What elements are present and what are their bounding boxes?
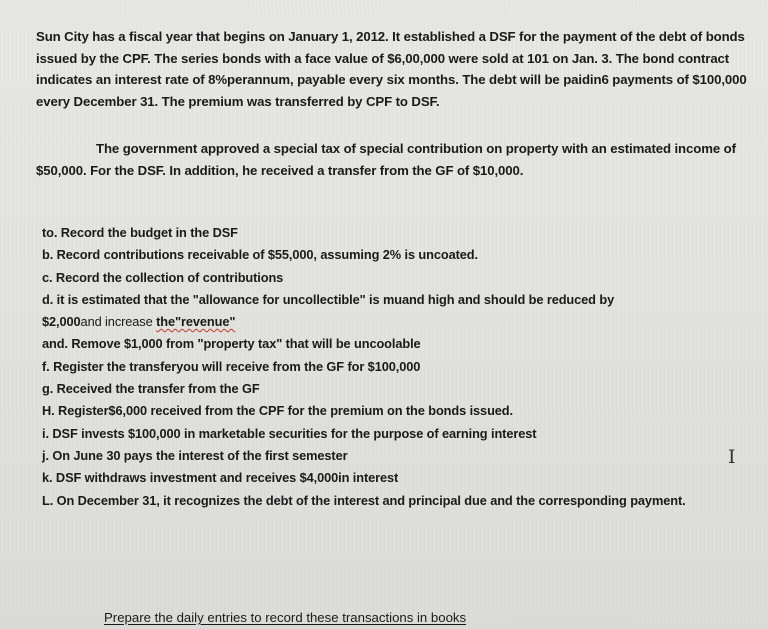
intro-paragraph: Sun City has a fiscal year that begins on January 1, 2012. It established a DSF for the payment of the debt of bonds issued by the CPF. The series bonds with a face value of $6,00,000 were sold at 101 on Jan. 3. The bond contract indicates an interest rate of 8%perannum, payable every six months. The debt will be paidin6 payments of $100,000 every December 31. The premium was transferred by CPF to DSF. <box>36 29 747 109</box>
task-k: k. DSF withdraws investment and receives $4,000in interest <box>42 470 399 486</box>
special-tax-paragraph: The government approved a special tax of special contribution on property with an estimated income of $50,000. For the DSF. In addition, he received a transfer from the GF of $10,000. <box>36 141 736 178</box>
task-c: c. Record the collection of contributions <box>42 269 284 285</box>
task-j: j. On June 30 pays the interest of the first semester <box>42 447 348 463</box>
task-d-revenue-text: the"revenue" <box>156 314 236 330</box>
task-g: g. Received the transfer from the GF <box>42 381 260 397</box>
task-d-increase-text: and increase <box>80 314 157 330</box>
task-d-amount: $2,000 <box>42 314 81 330</box>
task-a: to. Record the budget in the DSF <box>42 225 238 240</box>
instruction-footer: Prepare the daily entries to record these transactions in books <box>104 610 467 625</box>
text-cursor-icon: I <box>728 446 736 468</box>
task-l: L. On December 31, it recognizes the debt of the interest and principal due and the corresponding payment. <box>42 492 686 508</box>
task-b: b. Record contributions receivable of $55,000, assuming 2% is uncoated. <box>42 247 478 263</box>
task-d <box>42 289 750 334</box>
task-h: H. Register$6,000 received from the CPF for the premium on the bonds issued. <box>42 403 513 419</box>
task-d-line1: d. it is estimated that the "allowance for uncollectible" is muand high and should be reduced by <box>42 291 615 307</box>
problem-text <box>36 26 750 512</box>
task-list <box>36 222 750 512</box>
task-d-line2 <box>42 311 750 333</box>
task-i: i. DSF invests $100,000 in marketable securities for the purpose of earning interest <box>42 425 537 441</box>
task-e: and. Remove $1,000 from "property tax" that will be uncoolable <box>42 336 421 352</box>
task-f: f. Register the transferyou will receive from the GF for $100,000 <box>42 358 421 374</box>
